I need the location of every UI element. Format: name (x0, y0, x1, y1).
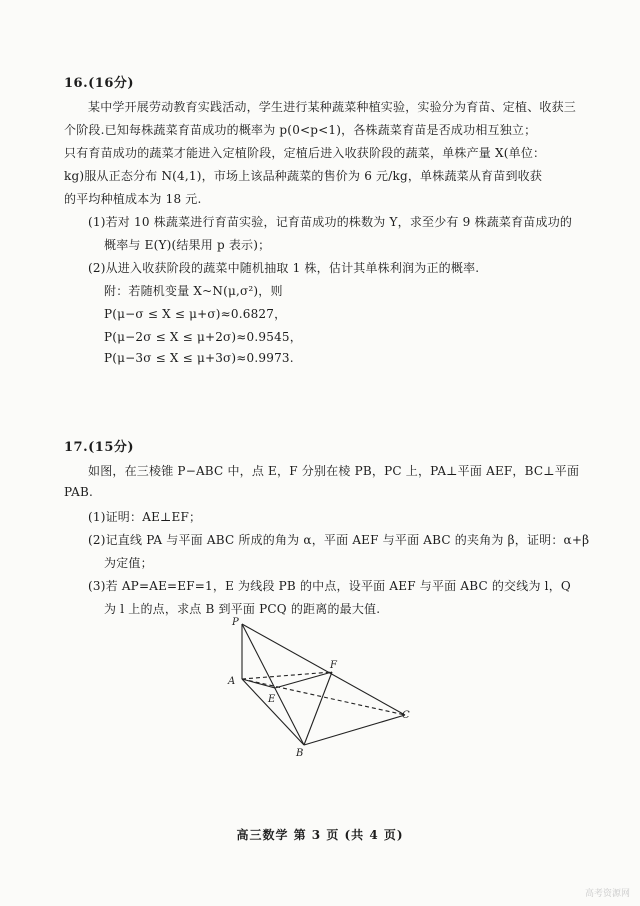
label-a: A (228, 676, 236, 687)
label-f: F (330, 660, 337, 671)
q16-hint: 附：若随机变量 X~N(μ,σ²)，则 (104, 284, 283, 298)
q16-sub1: (1)若对 10 株蔬菜进行育苗实验，记育苗成功的株数为 Y，求至少有 9 株蔬菜育苗成功的 (88, 215, 573, 229)
q16-line: 只有育苗成功的蔬菜才能进入定植阶段，定植后进入收获阶段的蔬菜，单株产量 X(单位： (64, 146, 546, 160)
label-e: E (268, 694, 276, 705)
q16-heading: 16.(16分) (64, 76, 135, 91)
q17-sub2: (2)记直线 PA 与平面 ABC 所成的角为 α，平面 AEF 与平面 ABC 的夹角为 β，证明：α+β (88, 533, 590, 547)
edge-pc (242, 624, 405, 715)
page-footer: 高三数学 第 3 页 (共 4 页) (236, 828, 404, 842)
edge-ab (242, 679, 304, 745)
q16-line: kg)服从正态分布 N(4,1)，市场上该品种蔬菜的售价为 6 元/kg，单株蔬菜从育苗到收获 (64, 169, 543, 183)
edge-ac-hidden (242, 679, 405, 715)
q16-sub1-cont: 概率与 E(Y)(结果用 p 表示)； (104, 238, 271, 252)
q16-line: 个阶段.已知每株蔬菜育苗成功的概率为 p(0<p<1)，各株蔬菜育苗是否成功相互独立； (64, 123, 537, 137)
q17-sub1: (1)证明：AE⊥EF； (88, 510, 202, 524)
q16-line: 某中学开展劳动教育实践活动，学生进行某种蔬菜种植实验，实验分为育苗、定植、收获三 (88, 100, 577, 114)
q16-line: 的平均种植成本为 18 元. (64, 192, 202, 206)
label-p: P (232, 617, 239, 628)
q17-line: PAB. (64, 485, 94, 499)
edge-bc (304, 715, 405, 745)
q16-hint-formula: P(μ−3σ ≤ X ≤ μ+3σ)≈0.9973. (104, 351, 294, 365)
q16-sub2: (2)从进入收获阶段的蔬菜中随机抽取 1 株，估计其单株利润为正的概率. (88, 261, 480, 275)
q17-heading: 17.(15分) (64, 440, 135, 455)
edge-ef (275, 672, 332, 688)
edge-bf (304, 672, 332, 745)
q17-sub3-cont: 为 l 上的点，求点 B 到平面 PCQ 的距离的最大值. (104, 602, 381, 616)
q17-sub3: (3)若 AP=AE=EF=1，E 为线段 PB 的中点，设平面 AEF 与平面 ABC 的交线为 l，Q (88, 579, 571, 593)
q16-hint-formula: P(μ−σ ≤ X ≤ μ+σ)≈0.6827， (104, 307, 287, 321)
watermark: 高考资源网 (584, 889, 630, 899)
q17-sub2-cont: 为定值； (104, 556, 153, 570)
q17-line: 如图，在三棱锥 P−ABC 中，点 E，F 分别在棱 PB，PC 上，PA⊥平面 AEF，BC⊥平面 (88, 464, 580, 478)
q16-hint-formula: P(μ−2σ ≤ X ≤ μ+2σ)≈0.9545， (104, 330, 302, 344)
label-b: B (296, 748, 304, 759)
pyramid-figure (220, 612, 430, 760)
edge-pb (242, 624, 304, 745)
label-c: C (402, 710, 410, 721)
